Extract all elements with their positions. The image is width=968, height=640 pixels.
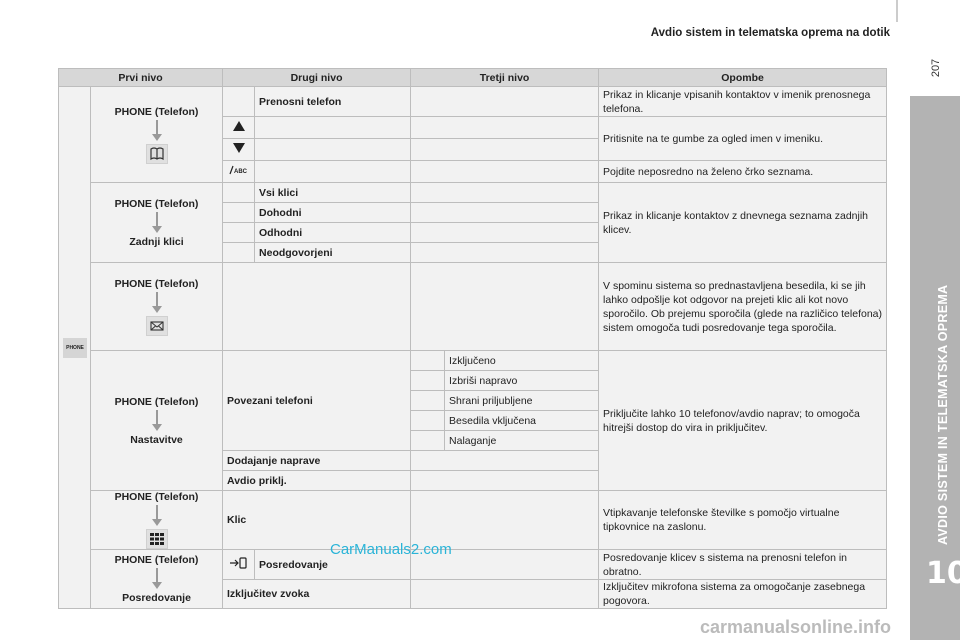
option-besedila: Besedila vključena — [445, 411, 599, 431]
note-klic: Vtipkavanje telefonske številke s pomočjo virtualne tipkovnice na zaslonu. — [599, 491, 887, 550]
level3-povezani: Povezani telefoni — [223, 351, 411, 451]
header-level-1: Prvi nivo — [59, 69, 223, 87]
table-row — [59, 183, 887, 203]
level2-transfer: PHONE (Telefon) Posredovanje — [91, 550, 223, 609]
note-arrows: Pritisnite na te gumbe za ogled imen v imeniku. — [599, 117, 887, 161]
watermark-carmanualsonline: carmanualsonline.info — [700, 617, 892, 637]
triangle-down-icon — [232, 142, 246, 154]
level3-prenosni: Prenosni telefon — [255, 87, 411, 117]
page-number: 207 — [930, 58, 943, 78]
level3-avdio: Avdio priklj. — [223, 471, 411, 491]
level3-izklop: Izključitev zvoka — [223, 580, 411, 609]
level3-vsi: Vsi klici — [255, 183, 411, 203]
table-row — [59, 550, 887, 580]
note-klici: Prikaz in klicanje kontaktov z dnevnega seznama zadnjih klicev. — [599, 183, 887, 263]
arrow-down-icon — [152, 120, 162, 142]
level3-odhodni: Odhodni — [255, 223, 411, 243]
level3-dodajanje: Dodajanje naprave — [223, 451, 411, 471]
arrow-down-icon — [152, 505, 162, 527]
level1-cell — [59, 87, 91, 609]
watermark-carmanuals2: CarManuals2.com — [330, 541, 452, 558]
note-messages: V spominu sistema so prednastavljena besedila, ki se jih lahko odpošlje kot odgovor na prejeti klic ali kot novo sporočilo. Ob prejemu sporočila (glede na različico telefona) sistem omogoča tudi posredovanje tega sporočila. — [599, 263, 887, 351]
level2-phone-contacts: PHONE (Telefon) — [91, 87, 223, 183]
table-header-row — [59, 69, 887, 87]
table-row — [59, 263, 887, 351]
arrow-down-icon — [152, 292, 162, 314]
note-prenosni: Prikaz in klicanje vpisanih kontaktov v imenik prenosnega telefona. — [599, 87, 887, 117]
arrow-down-icon — [152, 212, 162, 234]
abc-cell — [223, 161, 255, 183]
table-row — [59, 491, 887, 550]
svg-text:ABC: ABC — [233, 169, 247, 175]
option-nalaganje: Nalaganje — [445, 431, 599, 451]
level2-settings: PHONE (Telefon) Nastavitve — [91, 351, 223, 491]
option-izkljuceno: Izključeno — [445, 351, 599, 371]
header-notes: Opombe — [599, 69, 887, 87]
option-izbrisi: Izbriši napravo — [445, 371, 599, 391]
recent-calls-label: Zadnji klici — [129, 235, 184, 248]
contacts-book-icon — [146, 144, 168, 164]
option-shrani: Shrani priljubljene — [445, 391, 599, 411]
arrow-down-icon — [152, 568, 162, 590]
note-posredovanje: Posredovanje klicev s sistema na prenosni telefon in obratno. — [599, 550, 887, 580]
header-divider — [896, 0, 898, 22]
level3-dohodni: Dohodni — [255, 203, 411, 223]
settings-label: Nastavitve — [130, 433, 183, 446]
menu-table — [58, 68, 887, 609]
page-header-title: Avdio sistem in telematska oprema na dotik — [650, 27, 890, 39]
transfer-icon-cell — [223, 550, 255, 580]
level2-messages: PHONE (Telefon) — [91, 263, 223, 351]
table-row — [59, 87, 887, 117]
header-level-2: Drugi nivo — [223, 69, 411, 87]
scroll-down-cell — [223, 139, 255, 161]
scroll-up-cell — [223, 117, 255, 139]
table-row — [59, 351, 887, 371]
transfer-phone-icon — [229, 556, 249, 570]
level2-recent-calls: PHONE (Telefon) Zadnji klici — [91, 183, 223, 263]
envelope-icon — [146, 316, 168, 336]
note-izklop: Izključitev mikrofona sistema za omogočanje zasebnega pogovora. — [599, 580, 887, 609]
level3-neodgovorjeni: Neodgovorjeni — [255, 243, 411, 263]
transfer-label: Posredovanje — [122, 592, 191, 604]
keypad-icon — [146, 529, 168, 549]
chapter-section-title: AVDIO SISTEM IN TELEMATSKA OPREMA — [936, 284, 950, 545]
level3-posredovanje: Posredovanje — [255, 550, 411, 580]
phone-icon: PHONE — [63, 338, 87, 358]
arrow-down-icon — [152, 410, 162, 432]
chapter-number: 10 — [926, 556, 968, 591]
triangle-up-icon — [232, 120, 246, 132]
note-povezani: Priključite lahko 10 telefonov/avdio naprav; to omogoča hitrejši dostop do vira in priključitev. — [599, 351, 887, 491]
abc-letter-icon — [229, 164, 249, 176]
header-level-3: Tretji nivo — [411, 69, 599, 87]
note-abc: Pojdite neposredno na želeno črko seznama. — [599, 161, 887, 183]
level2-keypad: PHONE (Telefon) — [91, 491, 223, 550]
level3-klic: Klic — [223, 491, 411, 550]
